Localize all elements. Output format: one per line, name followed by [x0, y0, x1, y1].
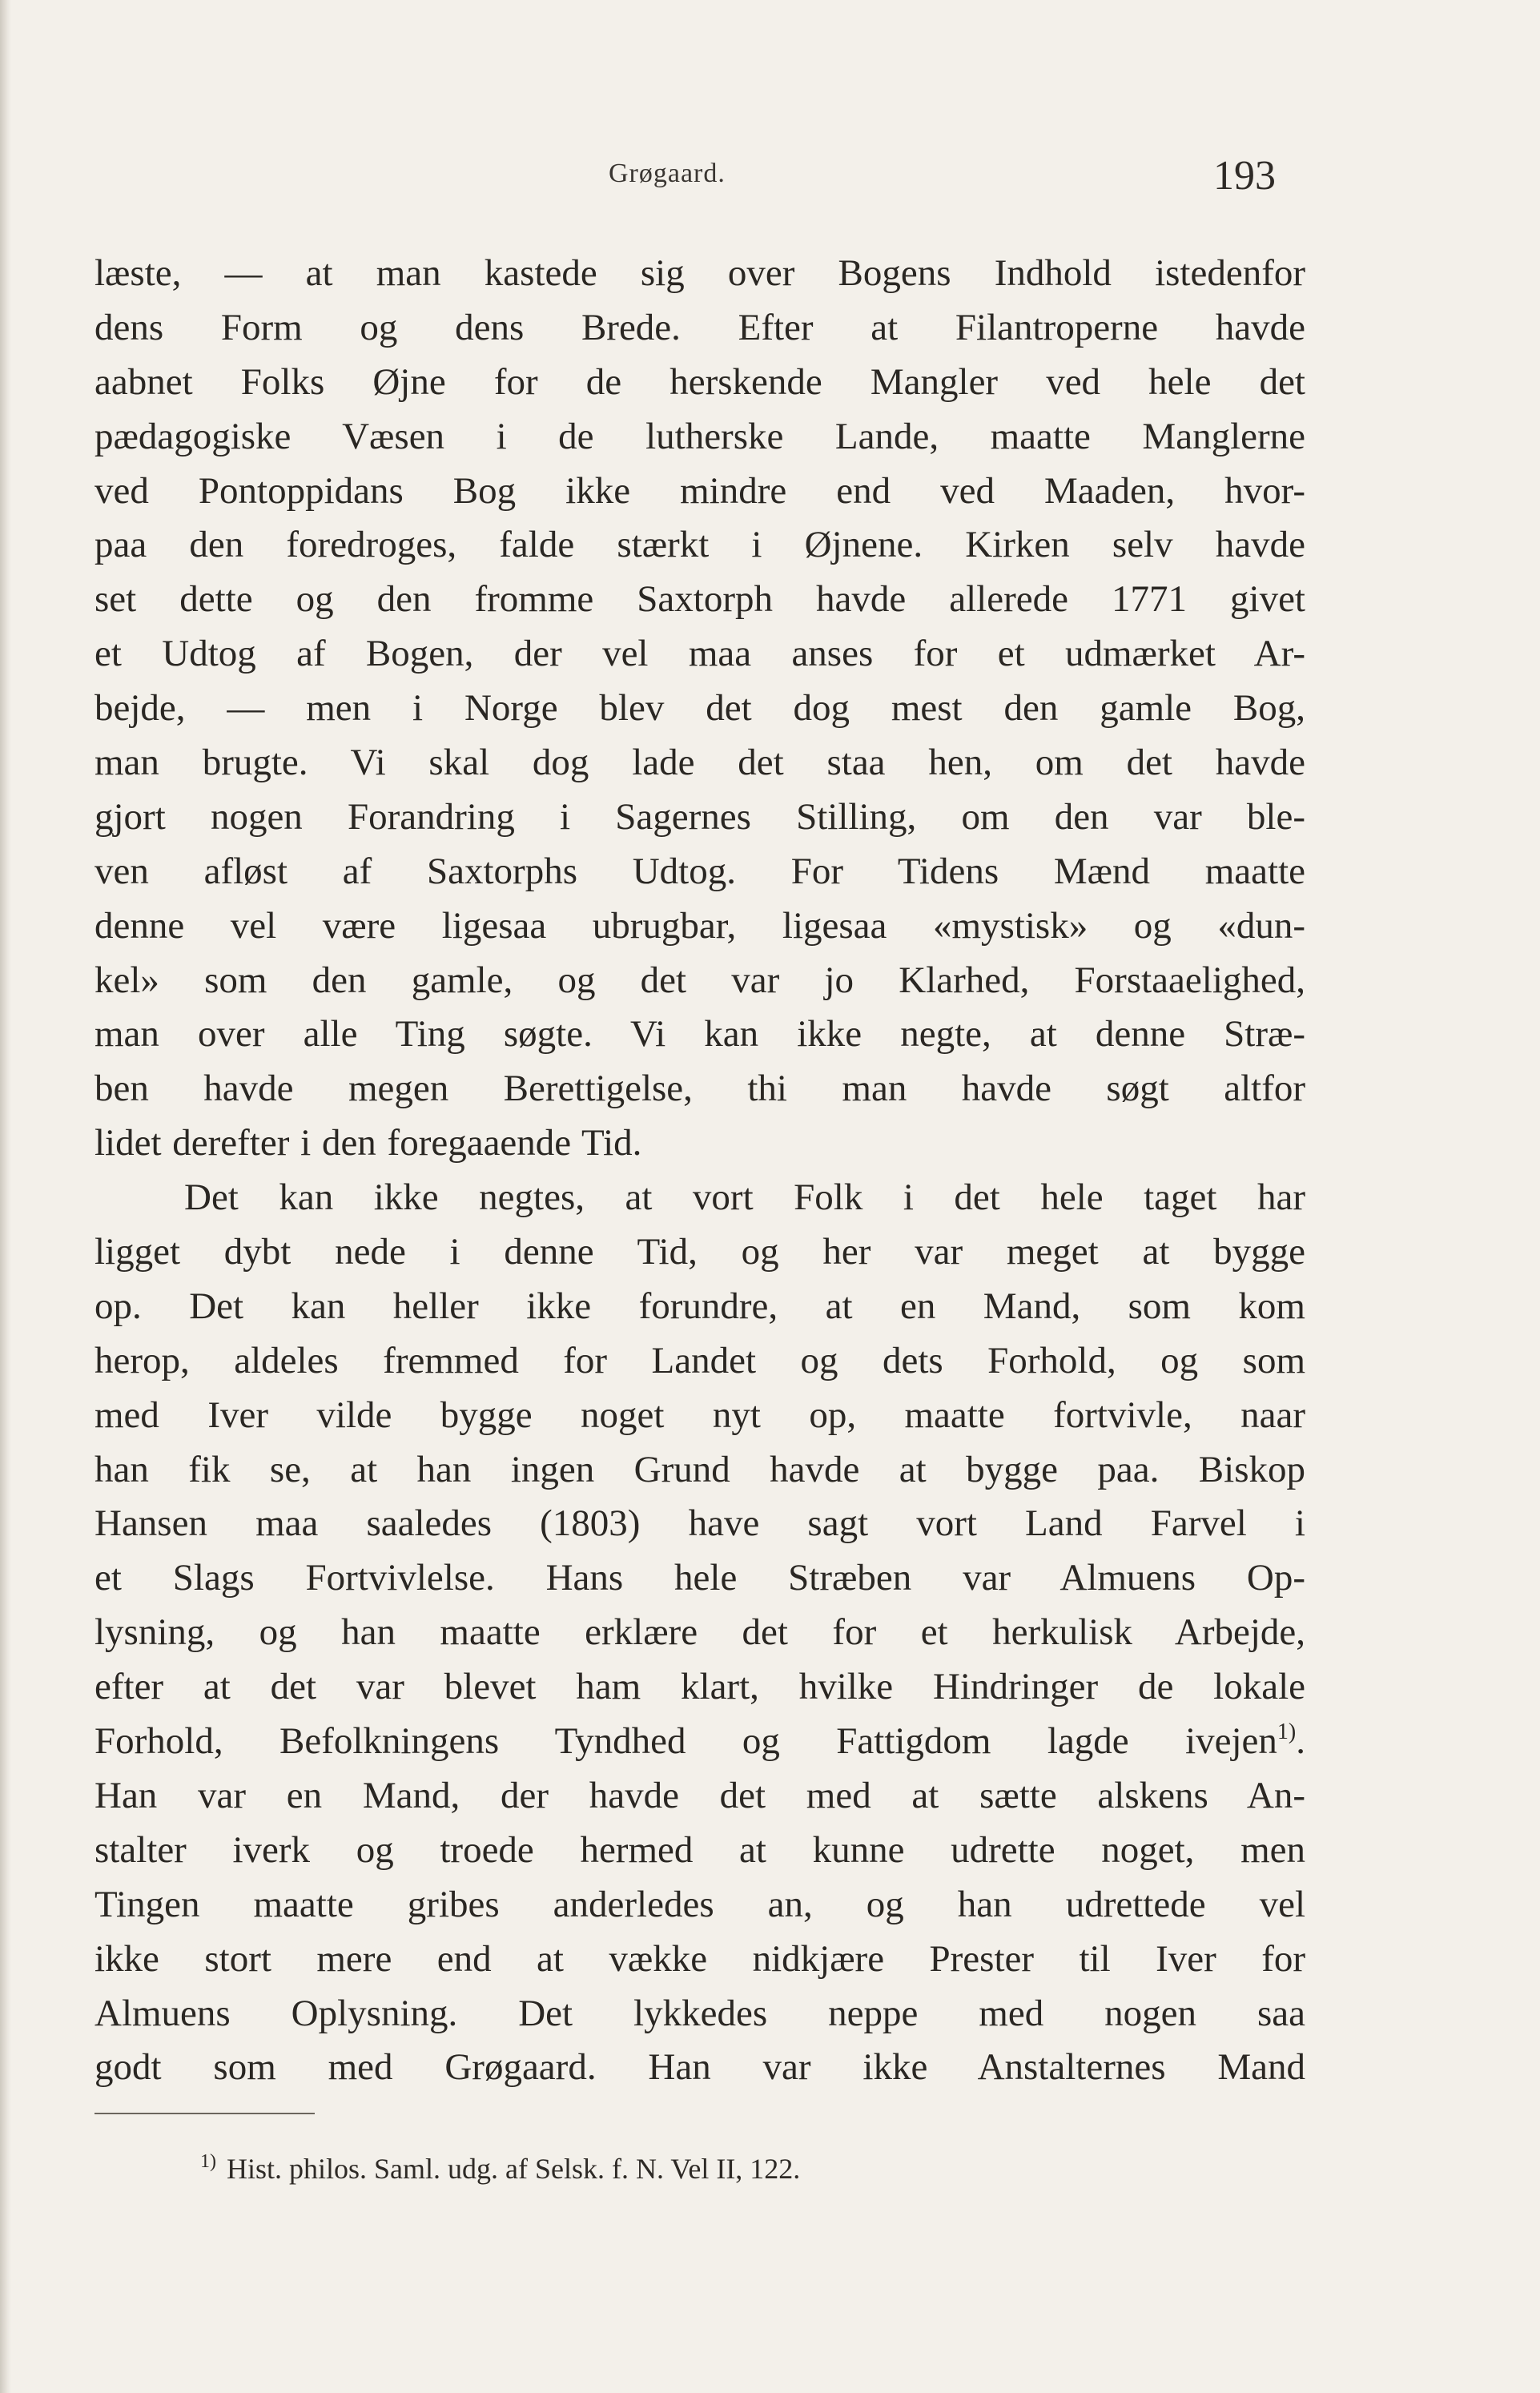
paragraph-last-line: lidet derefter i den foregaaende Tid.	[94, 1122, 642, 1164]
body-text	[94, 247, 1305, 2095]
text-line: ikke stort mere end at vække nidkjære Prester til Iver for	[94, 1937, 1305, 1980]
binding-edge	[0, 0, 11, 2393]
text-line: op. Det kan heller ikke forundre, at en Mand, som kom	[94, 1285, 1305, 1327]
footnote-marker: 1)	[200, 2151, 216, 2172]
text-line: han fik se, at han ingen Grund havde at bygge paa. Biskop	[94, 1448, 1305, 1490]
text-line: med Iver vilde bygge noget nyt op, maatte fortvivle, naar	[94, 1394, 1305, 1436]
text-line: godt som med Grøgaard. Han var ikke Anstalternes Mand	[94, 2046, 1305, 2089]
text-line: man over alle Ting søgte. Vi kan ikke negte, at denne Stræ-	[94, 1013, 1305, 1056]
text-line-with-note	[94, 1715, 1305, 1769]
text-line: pædagogiske Væsen i de lutherske Lande, maatte Manglerne	[94, 415, 1305, 457]
footnote-reference: 1)	[1277, 1719, 1297, 1745]
text-line: et Udtog af Bogen, der vel maa anses for et udmærket Ar-	[94, 633, 1305, 675]
page-number: 193	[1213, 153, 1276, 199]
text-line: man brugte. Vi skal dog lade det staa hen, om det havde	[94, 742, 1305, 784]
footnote-text: Hist. philos. Saml. udg. af Selsk. f. N. Vel II, 122.	[227, 2153, 801, 2185]
text-line: aabnet Folks Øjne for de herskende Mangler ved hele det	[94, 360, 1305, 403]
text-line-content: Forhold, Befolkningens Tyndhed og Fattigdom lagde ivejen	[94, 1720, 1277, 1763]
text-line: ben havde megen Berettigelse, thi man havde søgt altfor	[94, 1068, 1305, 1110]
text-line: læste, — at man kastede sig over Bogens Indhold istedenfor	[94, 252, 1305, 294]
text-line: lysning, og han maatte erklære det for et herkulisk Arbejde,	[94, 1611, 1305, 1654]
running-title: Grøgaard.	[609, 159, 726, 188]
text-line: herop, aldeles fremmed for Landet og dets Forhold, og som	[94, 1339, 1305, 1382]
text-line: Almuens Oplysning. Det lykkedes neppe med nogen saa	[94, 1992, 1305, 2034]
text-line: dens Form og dens Brede. Efter at Filantroperne havde	[94, 306, 1305, 348]
footnote-rule	[94, 2113, 315, 2114]
text-line-trail: .	[1296, 1720, 1305, 1763]
text-line: set dette og den fromme Saxtorph havde allerede 1771 givet	[94, 578, 1305, 621]
running-head	[0, 152, 1540, 200]
footnote	[200, 2151, 800, 2186]
text-line: Hansen maa saaledes (1803) have sagt vort Land Farvel i	[94, 1502, 1305, 1545]
text-line: ligget dybt nede i denne Tid, og her var meget at bygge	[94, 1231, 1305, 1273]
text-line: stalter iverk og troede hermed at kunne udrette noget, men	[94, 1828, 1305, 1871]
text-line: denne vel være ligesaa ubrugbar, ligesaa «mystisk» og «dun-	[94, 904, 1305, 947]
text-line: paa den foredroges, falde stærkt i Øjnene. Kirken selv havde	[94, 524, 1305, 566]
text-line: gjort nogen Forandring i Sagernes Stilling, om den var ble-	[94, 795, 1305, 838]
text-line: efter at det var blevet ham klart, hvilke Hindringer de lokale	[94, 1666, 1305, 1708]
text-line: Han var en Mand, der havde det med at sætte alskens An-	[94, 1774, 1305, 1816]
paragraph-first-line: Det kan ikke negtes, at vort Folk i det hele taget har	[184, 1176, 1305, 1219]
text-line: kel» som den gamle, og det var jo Klarhed, Forstaaelighed,	[94, 959, 1305, 1001]
text-line: et Slags Fortvivlelse. Hans hele Stræben var Almuens Op-	[94, 1557, 1305, 1599]
text-line: Tingen maatte gribes anderledes an, og han udrettede vel	[94, 1883, 1305, 1925]
text-line: bejde, — men i Norge blev det dog mest den gamle Bog,	[94, 687, 1305, 730]
text-line: ven afløst af Saxtorphs Udtog. For Tidens Mænd maatte	[94, 850, 1305, 892]
text-line: ved Pontoppidans Bog ikke mindre end ved Maaden, hvor-	[94, 469, 1305, 512]
